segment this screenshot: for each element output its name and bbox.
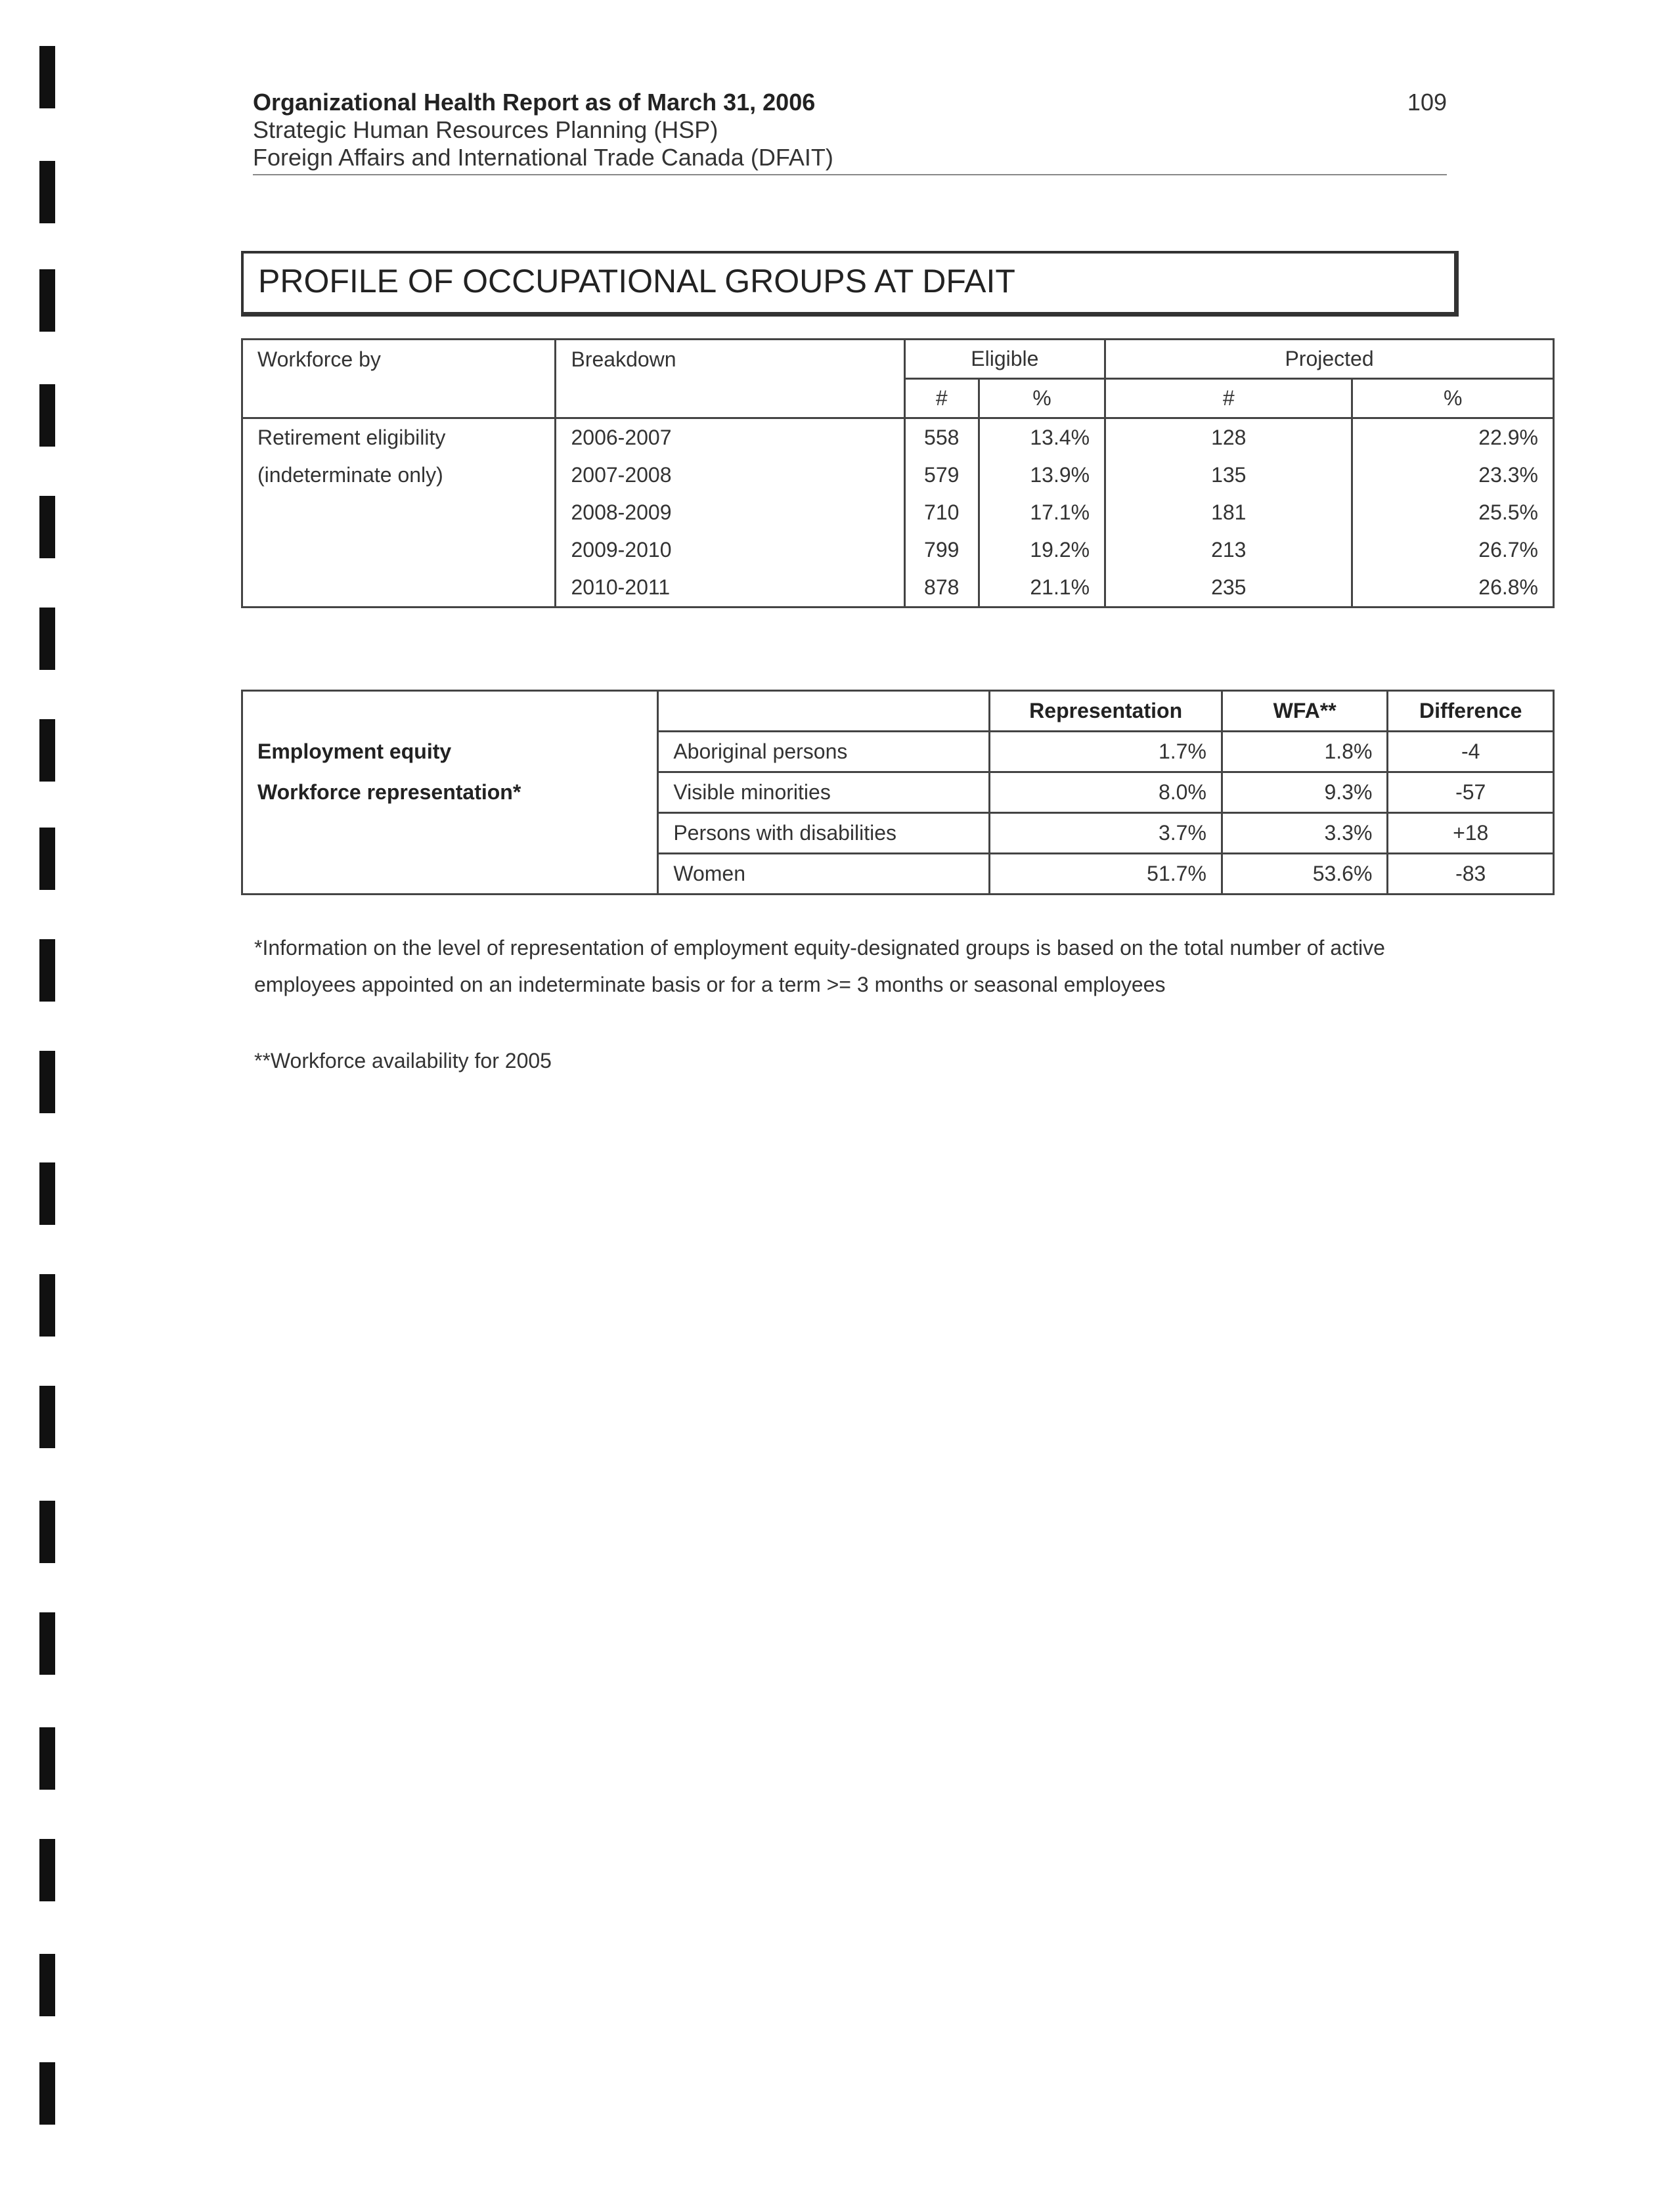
projected-pct-cell: 22.9% [1352,418,1554,457]
col-header-projected: Projected [1105,340,1554,379]
projected-count-cell: 128 [1105,418,1352,457]
wfa-cell: 53.6% [1222,854,1388,895]
difference-cell: -83 [1388,854,1554,895]
footnote-line: employees appointed on an indeterminate basis or for a term >= 3 months or seasonal employees [254,973,1166,996]
col-header-workforce: Workforce by [242,340,556,379]
department-unit: Strategic Human Resources Planning (HSP) [253,116,718,143]
organization-name: Foreign Affairs and International Trade Canada (DFAIT) [253,144,833,171]
representation-cell: 3.7% [990,813,1222,854]
table-row [242,456,1554,494]
header-rule [253,174,1447,175]
wfa-cell: 1.8% [1222,732,1388,772]
report-title: Organizational Health Report as of March 31, 2006 [253,89,816,116]
table-row [242,418,1554,457]
period-cell: 2007-2008 [556,456,904,494]
binding-mark [39,939,55,1002]
row-label-retirement-eligibility: Retirement eligibility [242,418,556,457]
subheader-projected-pct: % [1352,379,1554,418]
binding-mark [39,1727,55,1790]
table-row [242,732,1554,772]
eligible-count-cell: 878 [904,569,979,608]
table-row [242,569,1554,608]
page-header [253,89,1447,171]
empty-cell [242,379,556,418]
projected-count-cell: 181 [1105,494,1352,531]
row-label-indeterminate-only: (indeterminate only) [242,456,556,494]
period-cell: 2010-2011 [556,569,904,608]
empty-cell [242,813,658,854]
table-row [242,813,1554,854]
empty-cell [658,691,990,732]
binding-mark [39,608,55,670]
representation-cell: 1.7% [990,732,1222,772]
table-row [242,494,1554,531]
table-row [242,531,1554,569]
eligible-count-cell: 579 [904,456,979,494]
subheader-eligible-pct: % [979,379,1105,418]
empty-cell [242,531,556,569]
employment-equity-table [241,690,1555,895]
section-title: PROFILE OF OCCUPATIONAL GROUPS AT DFAIT [258,263,1015,299]
group-cell: Visible minorities [658,772,990,813]
eligible-pct-cell: 19.2% [979,531,1105,569]
binding-mark [39,1612,55,1675]
empty-cell [242,691,658,732]
table-header-row [242,340,1554,379]
period-cell: 2006-2007 [556,418,904,457]
binding-mark [39,1839,55,1901]
binding-mark [39,828,55,890]
difference-cell: -57 [1388,772,1554,813]
binding-mark [39,1274,55,1337]
empty-cell [556,379,904,418]
binding-mark [39,1386,55,1448]
eligible-pct-cell: 17.1% [979,494,1105,531]
retirement-eligibility-table [241,338,1555,608]
eligible-pct-cell: 13.4% [979,418,1105,457]
section-title-box [241,251,1459,317]
col-header-difference: Difference [1388,691,1554,732]
binding-mark [39,719,55,782]
projected-pct-cell: 23.3% [1352,456,1554,494]
eligible-pct-cell: 13.9% [979,456,1105,494]
projected-pct-cell: 26.7% [1352,531,1554,569]
eligible-count-cell: 710 [904,494,979,531]
binding-mark [39,384,55,447]
representation-cell: 8.0% [990,772,1222,813]
col-header-representation: Representation [990,691,1222,732]
group-cell: Persons with disabilities [658,813,990,854]
col-header-eligible: Eligible [904,340,1105,379]
binding-mark [39,496,55,558]
row-label-workforce-representation: Workforce representation* [242,772,658,813]
empty-cell [242,854,658,895]
binding-mark [39,46,55,108]
subheader-projected-count: # [1105,379,1352,418]
binding-mark [39,1954,55,2016]
difference-cell: +18 [1388,813,1554,854]
binding-mark [39,2062,55,2125]
projected-count-cell: 235 [1105,569,1352,608]
group-cell: Women [658,854,990,895]
empty-cell [242,569,556,608]
eligible-count-cell: 558 [904,418,979,457]
subheader-eligible-count: # [904,379,979,418]
col-header-breakdown: Breakdown [556,340,904,379]
period-cell: 2009-2010 [556,531,904,569]
wfa-cell: 9.3% [1222,772,1388,813]
binding-mark [39,161,55,223]
projected-count-cell: 213 [1105,531,1352,569]
table-subheader-row [242,379,1554,418]
binding-mark [39,1162,55,1225]
projected-pct-cell: 25.5% [1352,494,1554,531]
eligible-count-cell: 799 [904,531,979,569]
col-header-wfa: WFA** [1222,691,1388,732]
table-row [242,854,1554,895]
difference-cell: -4 [1388,732,1554,772]
footnote-line: *Information on the level of representation of employment equity-designated groups is based on the total number of active [254,936,1385,960]
eligible-pct-cell: 21.1% [979,569,1105,608]
wfa-footnote: **Workforce availability for 2005 [254,1049,552,1072]
representation-footnote [254,929,1469,1003]
projected-count-cell: 135 [1105,456,1352,494]
binding-mark [39,269,55,332]
period-cell: 2008-2009 [556,494,904,531]
group-cell: Aboriginal persons [658,732,990,772]
table-header-row [242,691,1554,732]
wfa-cell: 3.3% [1222,813,1388,854]
page-number: 109 [1407,89,1447,116]
table-row [242,772,1554,813]
binding-mark [39,1501,55,1563]
empty-cell [242,494,556,531]
representation-cell: 51.7% [990,854,1222,895]
row-label-employment-equity: Employment equity [242,732,658,772]
binding-mark [39,1051,55,1113]
projected-pct-cell: 26.8% [1352,569,1554,608]
